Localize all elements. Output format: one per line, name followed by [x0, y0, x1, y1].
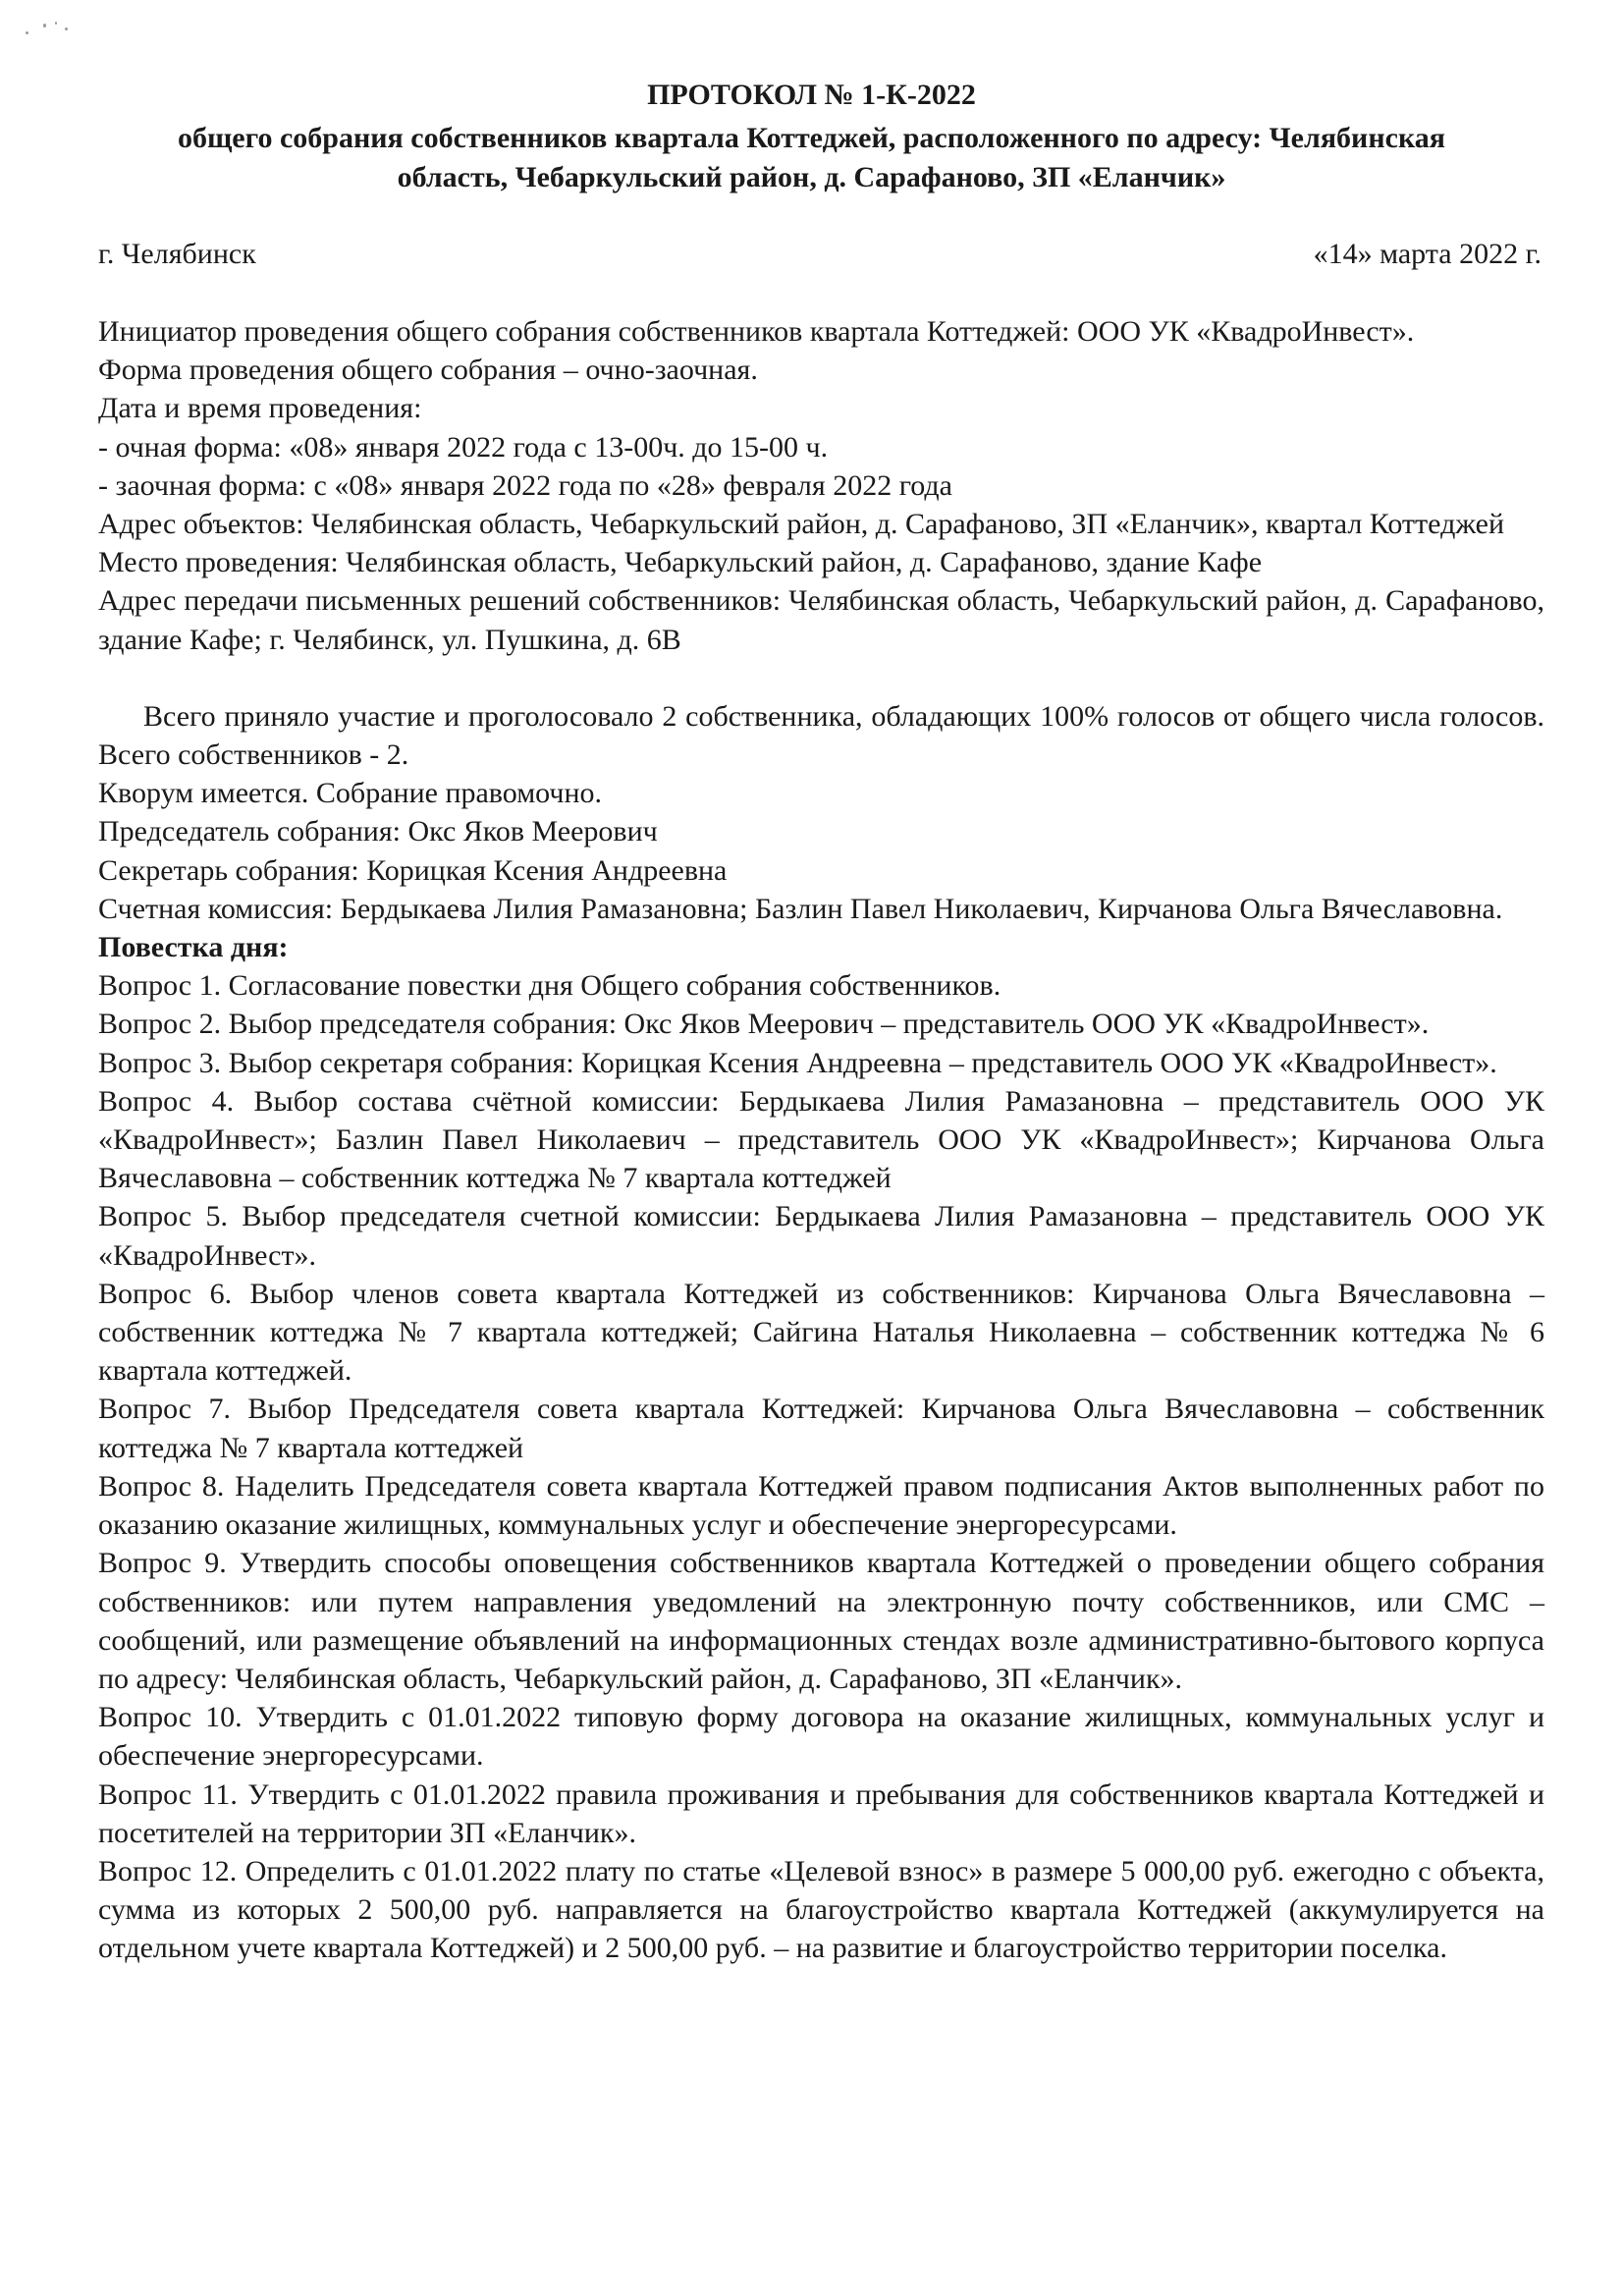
agenda-item: Вопрос 7. Выбор Председателя совета квартала Коттеджей: Кирчанова Ольга Вячеславовна – собственник коттеджа № 7 квартала коттеджей [98, 1393, 1544, 1464]
participation: Всего приняло участие и проголосовало 2 собственника, обладающих 100% голосов от общего числа голосов. Всего собственников - 2. [98, 699, 1544, 772]
absentee-form: - заочная форма: с «08» января 2022 года по «28» февраля 2022 года [98, 468, 952, 502]
agenda-item: Вопрос 9. Утвердить способы оповещения собственников квартала Коттеджей о проведении общего собрания собственников: или путем направления уведомлений на электронную почту собственников, или СМС – сообщений, или размещение объявлений на информационных стендах возле административно-бытового корпуса по адресу: Челябинская область, Чебаркульский район, д. Сарафаново, ЗП «Еланчик». [98, 1547, 1544, 1695]
meeting-secretary: Секретарь собрания: Корицкая Ксения Андреевна [98, 853, 728, 887]
protocol-subtitle-line1: общего собрания собственников квартала Коттеджей, расположенного по адресу: Челябинская [177, 122, 1446, 154]
agenda-heading: Повестка дня: [98, 931, 289, 964]
meeting-form: Форма проведения общего собрания – очно-заочная. [98, 354, 758, 387]
spacer [98, 659, 1544, 697]
decisions-address: Адрес передачи письменных решений собственников: Челябинская область, Чебаркульский район, д. Сарафаново, здание Кафе; г. Челябинск, ул. Пушкина, д. 6В [98, 584, 1544, 656]
quorum-status: Кворум имеется. Собрание правомочно. [98, 777, 603, 810]
protocol-subtitle-line2: область, Чебаркульский район, д. Сарафаново, ЗП «Еланчик» [397, 161, 1226, 193]
in-person-form: - очная форма: «08» января 2022 года с 13-00ч. до 15-00 ч. [98, 430, 829, 464]
agenda-item: Вопрос 11. Утвердить с 01.01.2022 правила проживания и пребывания для собственников квартала Коттеджей и посетителей на территории ЗП «Еланчик». [98, 1777, 1544, 1849]
agenda-item: Вопрос 2. Выбор председателя собрания: Окс Яков Меерович – представитель ООО УК «КвадроИнвест». [98, 1008, 1430, 1041]
counting-commission: Счетная комиссия: Бердыкаева Лилия Рамазановна; Базлин Павел Николаевич, Кирчанова Ольга Вячеславовна. [98, 892, 1503, 925]
document-date: «14» марта 2022 г. [1313, 238, 1542, 270]
place-date-line [98, 238, 1542, 271]
agenda-item: Вопрос 4. Выбор состава счётной комиссии: Бердыкаева Лилия Рамазановна – представитель ООО УК «КвадроИнвест»; Базлин Павел Николаевич – представитель ООО УК «КвадроИнвест»; Кирчанова Ольга Вячеславовна – собственник коттеджа № 7 квартала коттеджей [98, 1084, 1544, 1195]
agenda-item: Вопрос 12. Определить с 01.01.2022 плату по статье «Целевой взнос» в размере 5 000,00 руб. ежегодно с объекта, сумма из которых 2 500,00 руб. направляется на благоустройство квартала Коттеджей (аккумулируется на отдельном учете квартала Коттеджей) и 2 500,00 руб. – на развитие и благоустройство территории поселка. [98, 1854, 1544, 1965]
agenda-item: Вопрос 5. Выбор председателя счетной комиссии: Бердыкаева Лилия Рамазановна – представитель ООО УК «КвадроИнвест». [98, 1200, 1544, 1272]
date-time-label: Дата и время проведения: [98, 392, 422, 425]
meeting-place: Место проведения: Челябинская область, Чебаркульский район, д. Сарафаново, здание Кафе [98, 546, 1263, 579]
document-body [98, 312, 1544, 1968]
objects-address: Адрес объектов: Челябинская область, Чебаркульский район, д. Сарафаново, ЗП «Еланчик», квартал Коттеджей [98, 508, 1505, 541]
initiator: Инициатор проведения общего собрания собственников квартала Коттеджей: ООО УК «КвадроИнвест». [98, 315, 1415, 348]
agenda-item: Вопрос 8. Наделить Председателя совета квартала Коттеджей правом подписания Актов выполненных работ по оказанию оказание жилищных, коммунальных услуг и обеспечение энергоресурсами. [98, 1469, 1544, 1542]
scan-specks [22, 18, 81, 47]
protocol-title: ПРОТОКОЛ № 1-К-2022 [647, 79, 976, 111]
agenda-item: Вопрос 10. Утвердить с 01.01.2022 типовую форму договора на оказание жилищных, коммунальных услуг и обеспечение энергоресурсами. [98, 1701, 1544, 1773]
agenda-item: Вопрос 3. Выбор секретаря собрания: Корицкая Ксения Андреевна – представитель ООО УК «КвадроИнвест». [98, 1046, 1497, 1079]
city: г. Челябинск [98, 238, 256, 270]
agenda-item: Вопрос 1. Согласование повестки дня Общего собрания собственников. [98, 969, 1001, 1003]
agenda-item: Вопрос 6. Выбор членов совета квартала Коттеджей из собственников: Кирчанова Ольга Вячеславовна – собственник коттеджа № 7 квартала коттеджей; Сайгина Наталья Николаевна – собственник коттеджа № 6 квартала коттеджей. [98, 1277, 1544, 1388]
meeting-chairman: Председатель собрания: Окс Яков Меерович [98, 815, 658, 848]
